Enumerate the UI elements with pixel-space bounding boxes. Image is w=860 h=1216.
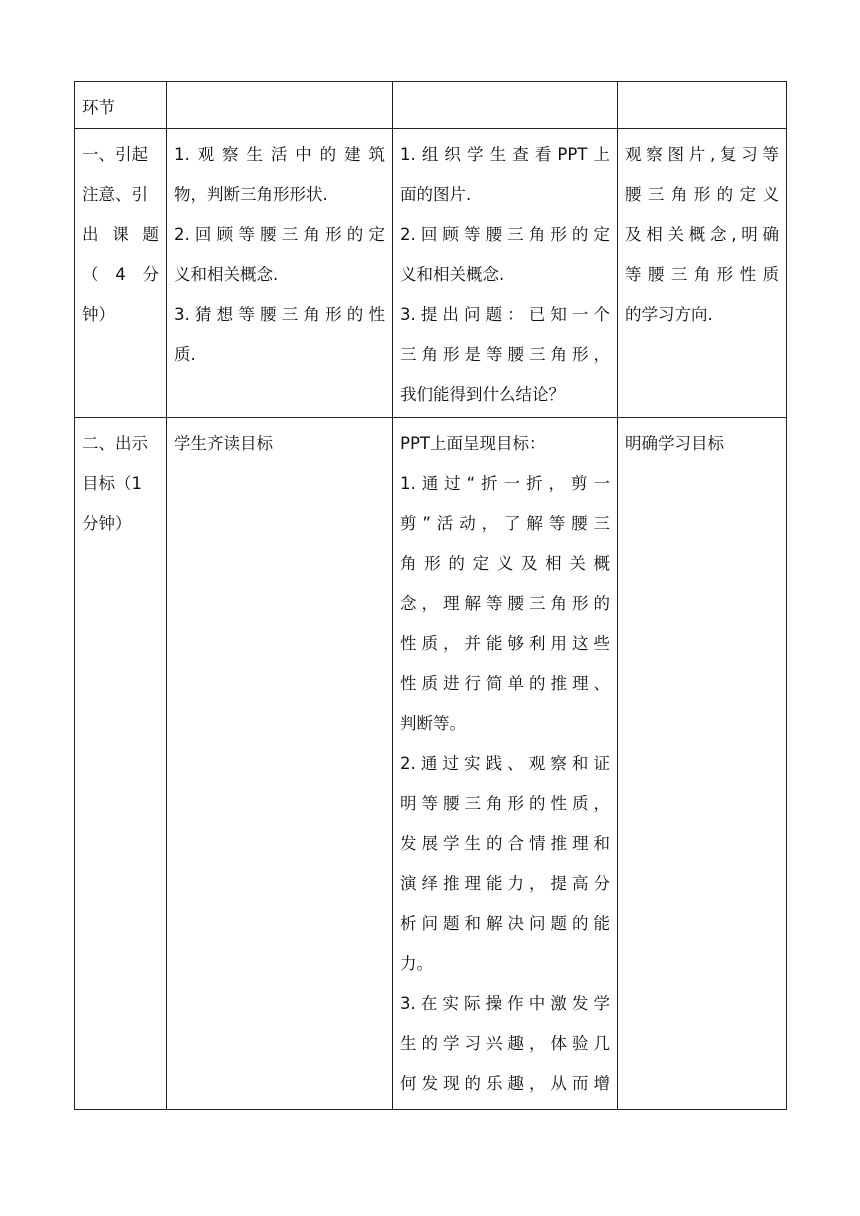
stage-line: 钟） <box>82 305 115 324</box>
teacher-activity-cell <box>393 418 618 1110</box>
stage-line: 分钟） <box>82 514 132 533</box>
student-line: 物，判断三角形形状. <box>174 185 328 204</box>
teacher-line: 析问题和解决问题的能 <box>400 914 610 933</box>
teacher-line: 义和相关概念. <box>400 265 505 284</box>
lesson-plan-table <box>74 81 787 1110</box>
stage-line: 出课题 <box>82 225 159 244</box>
stage-line: 目标（1 <box>82 474 142 493</box>
student-line: 3.猜想等腰三角形的性 <box>174 305 385 324</box>
intent-line: 腰三角形的定义 <box>625 185 779 204</box>
teacher-line: 3.在实际操作中激发学 <box>400 994 610 1013</box>
design-intent-cell <box>618 418 787 1110</box>
teacher-line: 生的学习兴趣，体验几 <box>400 1034 610 1053</box>
teacher-line: 性质进行简单的推理、 <box>400 674 610 693</box>
teacher-line: 1.通过“折一折，剪一 <box>400 474 610 493</box>
teacher-line: 2.通过实践、观察和证 <box>400 754 610 773</box>
intent-line: 明确学习目标 <box>625 434 724 453</box>
design-intent-cell <box>618 129 787 418</box>
stage-line: （4分 <box>82 265 159 284</box>
stage-line: 二、出示 <box>82 434 148 453</box>
teacher-line: PPT上面呈现目标： <box>400 434 546 453</box>
header-cell-teacher <box>393 82 618 129</box>
student-line: 学生齐读目标 <box>174 434 273 453</box>
student-line: 2.回顾等腰三角形的定 <box>174 225 385 244</box>
teacher-line: 剪”活动，了解等腰三 <box>400 514 610 533</box>
teacher-activity-cell <box>393 129 618 418</box>
student-line: 义和相关概念. <box>174 265 279 284</box>
student-activity-cell <box>167 418 393 1110</box>
header-cell-student <box>167 82 393 129</box>
header-cell-intent <box>618 82 787 129</box>
teacher-line: 念，理解等腰三角形的 <box>400 594 610 613</box>
stage-cell <box>75 129 167 418</box>
teacher-line: 发展学生的合情推理和 <box>400 834 610 853</box>
teacher-line: 面的图片. <box>400 185 472 204</box>
stage-cell <box>75 418 167 1110</box>
teacher-line: 明等腰三角形的性质， <box>400 794 610 813</box>
intent-line: 及相关概念,明确 <box>625 225 779 244</box>
intent-line: 等腰三角形性质 <box>625 265 779 284</box>
teacher-line: 演绎推理能力，提高分 <box>400 874 610 893</box>
table-header-row <box>75 82 787 129</box>
intent-line: 的学习方向. <box>625 305 713 324</box>
student-line: 质. <box>174 345 196 364</box>
student-line: 1.观察生活中的建筑 <box>174 145 385 164</box>
intent-line: 观察图片,复习等 <box>625 145 779 164</box>
table-row <box>75 418 787 1110</box>
teacher-line: 我们能得到什么结论？ <box>400 385 565 404</box>
student-activity-cell <box>167 129 393 418</box>
stage-line: 一、引起 <box>82 145 148 164</box>
teacher-line: 何发现的乐趣，从而增 <box>400 1074 610 1093</box>
teacher-line: 性质，并能够利用这些 <box>400 634 610 653</box>
teacher-line: 2.回顾等腰三角形的定 <box>400 225 610 244</box>
table-row <box>75 129 787 418</box>
teacher-line: 3.提出问题：已知一个 <box>400 305 610 324</box>
header-cell-stage: 环节 <box>75 82 167 129</box>
stage-line: 注意、引 <box>82 185 148 204</box>
teacher-line: 1.组织学生查看PPT上 <box>400 145 610 164</box>
teacher-line: 三角形是等腰三角形， <box>400 345 610 364</box>
teacher-line: 判断等。 <box>400 714 466 733</box>
teacher-line: 力。 <box>400 954 433 973</box>
teacher-line: 角形的定义及相关概 <box>400 554 610 573</box>
